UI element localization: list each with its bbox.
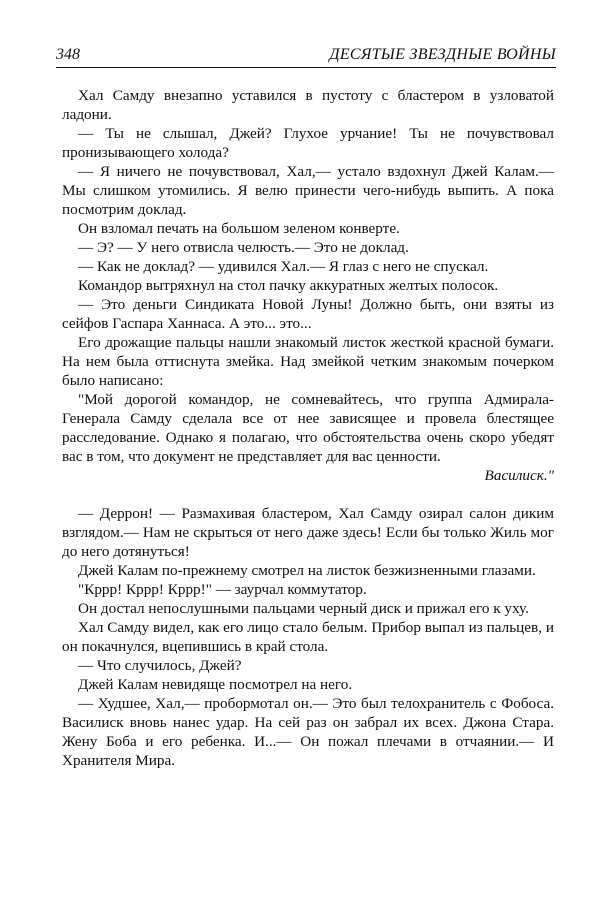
running-title: ДЕСЯТЫЕ ЗВЕЗДНЫЕ ВОЙНЫ xyxy=(329,46,556,63)
paragraph: Джей Калам невидяще посмотрел на него. xyxy=(78,676,353,693)
paragraph: — Э? — У него отвисла челюсть.— Это не доклад. xyxy=(78,239,409,256)
paragraph: — Ты не слышал, Джей? Глухое урчание! Ты не почувствовал пронизывающего холода? xyxy=(62,125,554,161)
letter-signature: Василиск." xyxy=(484,467,554,484)
paragraph: — Худшее, Хал,— пробормотал он.— Это был телохранитель с Фобоса. Василиск вновь нанес удар. На сей раз он забрал их всех. Джона Стара. Жену Боба и его ребенка. И...— Он пожал плечами в отчаянии.— И Хранителя Мира. xyxy=(62,695,554,769)
paragraph: — Деррон! — Размахивая бластером, Хал Самду озирал салон диким взглядом.— Нам не скрыться от него даже здесь! Если бы только Жиль мог до него дотянуться! xyxy=(62,505,554,560)
page-body xyxy=(62,86,554,770)
section-gap xyxy=(62,485,554,504)
paragraph: — Как не доклад? — удивился Хал.— Я глаз с него не спускал. xyxy=(78,258,489,275)
paragraph: "Кррр! Кррр! Кррр!" — заурчал коммутатор. xyxy=(78,581,367,598)
paragraph: Его дрожащие пальцы нашли знакомый листок жесткой красной бумаги. На нем была оттиснута змейка. Над змейкой четким знакомым почерком было написано: xyxy=(62,334,554,389)
paragraph: Он взломал печать на большом зеленом конверте. xyxy=(78,220,400,237)
paragraph: — Это деньги Синдиката Новой Луны! Должно быть, они взяты из сейфов Гаспара Ханнаса. А это... это... xyxy=(62,296,554,332)
letter-text: "Мой дорогой командор, не сомневайтесь, что группа Адмирала-Генерала Самду сделала все от нее зависящее и провела блестящее расследование. Однако я полагаю, что обстоятельства очень скоро убедят вас в том, что документ не представляет для вас ценности. xyxy=(62,391,554,465)
paragraph: — Что случилось, Джей? xyxy=(78,657,242,674)
paragraph: Он достал непослушными пальцами черный диск и прижал его к уху. xyxy=(78,600,529,617)
running-header xyxy=(56,42,556,66)
paragraph: Джей Калам по-прежнему смотрел на листок безжизненными глазами. xyxy=(78,562,536,579)
paragraph: Хал Самду внезапно уставился в пустоту с бластером в узловатой ладони. xyxy=(62,87,554,123)
paragraph: — Я ничего не почувствовал, Хал,— устало вздохнул Джей Калам.— Мы слишком утомились. Я велю принести чего-нибудь выпить. А пока посмотрим доклад. xyxy=(62,163,554,218)
paragraph: Командор вытряхнул на стол пачку аккуратных желтых полосок. xyxy=(78,277,499,294)
page-number: 348 xyxy=(56,46,80,63)
header-rule xyxy=(56,67,556,68)
paragraph: Хал Самду видел, как его лицо стало белым. Прибор выпал из пальцев, и он покачнулся, вцепившись в край стола. xyxy=(62,619,554,655)
